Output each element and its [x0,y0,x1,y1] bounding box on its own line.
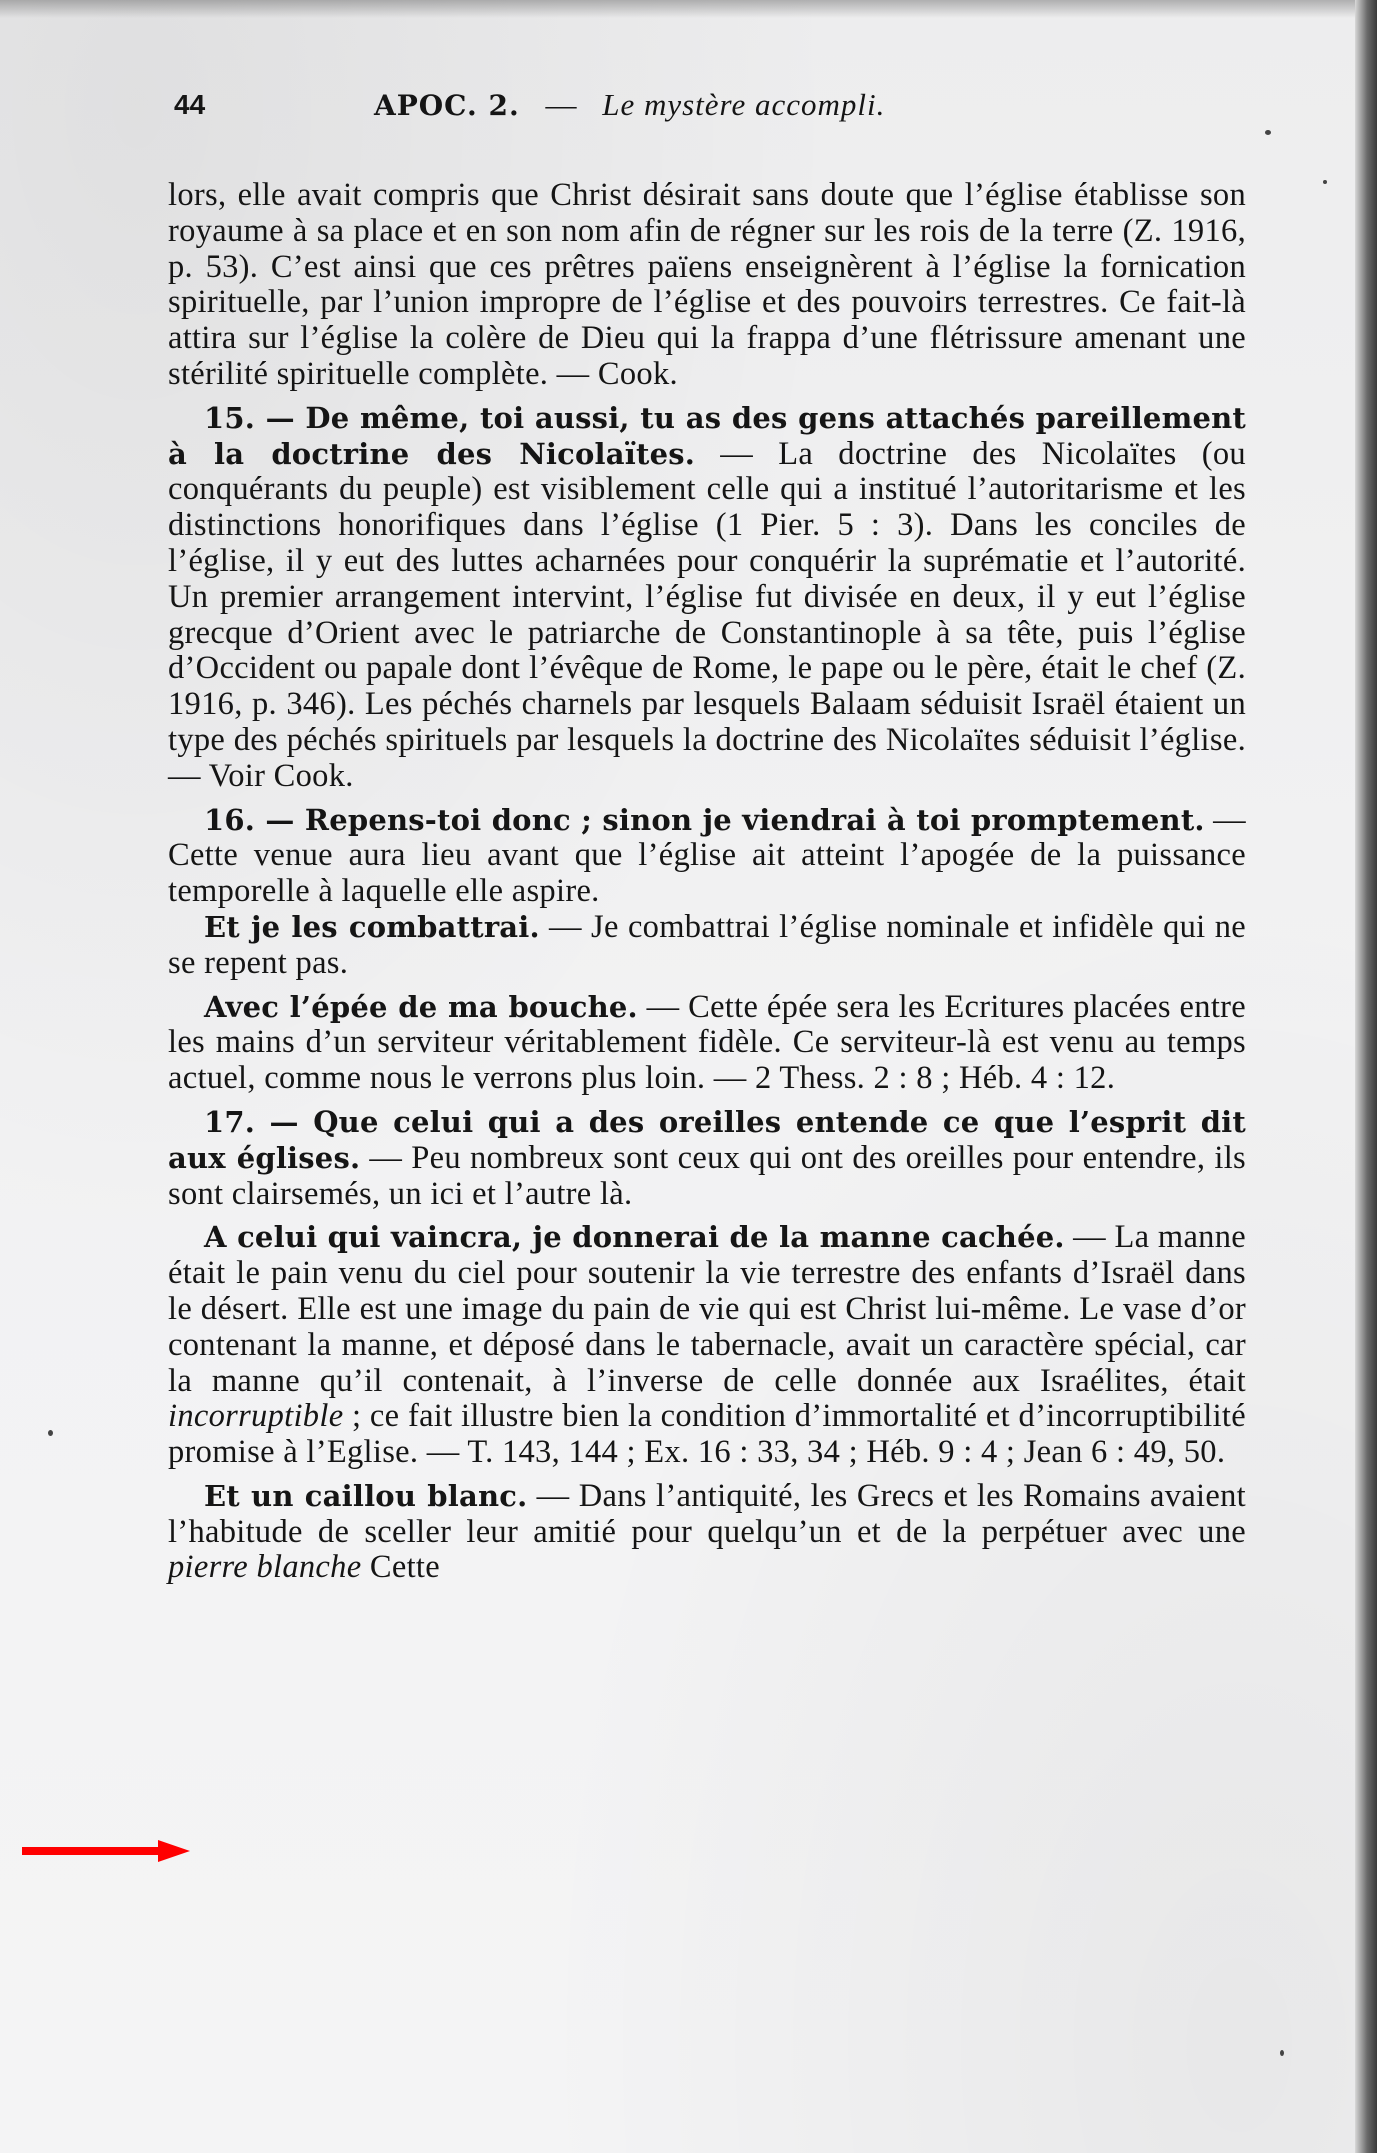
speck [1265,130,1271,135]
speck [1323,180,1327,184]
paragraph-text: — La doctrine des Nicolaïtes (ou conquérants du peuple) est visiblement celle qui a institué l’autoritarisme et les distinctions honorifiques dans l’église (1 Pier. 5 : 3). Dans les conciles de l’église, il y eut des luttes acharnées pour conquérir la suprématie et l’autorité. Un premier arrangement intervint, l’église fut divisée en deux, il y eut l’église grecque d’Orient avec le patriarche de Constantinople à sa tête, puis l’église d’Occident ou papale dont l’évêque de Rome, le pape ou le père, était le chef (Z. 1916, p. 346). Les péchés charnels par lesquels Balaam séduisit Israël étaient un type des péchés spirituels par lesquels la doctrine des Nicolaïtes séduisit l’église. — Voir Cook. [168,435,1246,794]
chapter-reference: APOC. 2. [374,89,520,122]
verse-lead: Et je les combattrai. [204,909,540,944]
paragraph-continuation [168,178,1246,393]
paragraph-verse-15 [168,401,1246,795]
verse-lead: A celui qui vaincra, je donnerai de la manne cachée. [204,1220,1065,1255]
paragraph-text: lors, elle avait compris que Christ désirait sans doute que l’église établisse son royaume à sa place et en son nom afin de régner sur les rois de la terre (Z. 1916, p. 53). C’est ainsi que ces prêtres païens enseignèrent à l’église la fornication spirituelle, par l’union impropre de l’église et des pouvoirs terrestres. Ce fait-là attira sur l’église la colère de Dieu qui la frappa d’une flétrissure amenant une stérilité spirituelle complète. — Cook. [168,177,1246,392]
paragraph-combattrai [168,910,1246,982]
paragraph-verse-17 [168,1105,1246,1212]
running-title [374,84,885,127]
paragraph-epee [168,990,1246,1097]
verse-lead: Avec l’épée de ma bouche. [204,989,638,1024]
body-text [168,178,1246,1586]
verse-lead: 16. — Repens-toi donc ; sinon je viendrai à toi promptement. [204,802,1205,837]
paragraph-text: — Je combattrai l’église nominale et infidèle qui ne se repent pas. [168,908,1246,981]
paragraph-text: — Peu nombreux sont ceux qui ont des oreilles pour entendre, ils sont clairsemés, un ici et l’autre là. [168,1139,1246,1212]
header-dash: — [545,87,577,122]
paragraph-text: — Cette épée sera les Ecritures placées entre les mains d’un serviteur véritablement fidèle. Ce serviteur-là est venu au temps actuel, comme nous le verrons plus loin. — 2 Thess. 2 : 8 ; Héb. 4 : 12. [168,988,1247,1097]
running-header [174,84,1254,126]
verse-lead: 15. — De même, toi aussi, tu as des gens attachés pareillement à la doctrine des Nicolaïtes. [168,400,1246,471]
verse-lead: 17. — Que celui qui a des oreilles entende ce que l’esprit dit aux églises. [168,1104,1246,1175]
section-title: Le mystère accompli. [602,87,886,122]
paragraph-caillou [168,1479,1246,1586]
page-right-edge [1355,0,1377,2153]
paragraph-text: — Cette venue aura lieu avant que l’église ait atteint l’apogée de la puissance temporelle à laquelle elle aspire. [168,801,1246,910]
italic-term: incorruptible [168,1398,344,1435]
verse-lead: Et un caillou blanc. [204,1478,528,1513]
paragraph-verse-16 [168,803,1246,910]
paragraph-manne [168,1220,1246,1471]
arrow-shaft [22,1847,162,1855]
page-number: 44 [174,89,206,120]
italic-term: pierre blanche [168,1549,362,1586]
page-top-shadow [0,0,1377,18]
paragraph-text: — Dans l’antiquité, les Grecs et les Romains avaient l’habitude de sceller leur amitié pour quelqu’un et de la perpétuer avec une [168,1477,1246,1550]
right-arrow-icon [22,1840,190,1862]
paragraph-text: ; ce fait illustre bien la condition d’immortalité et d’incorruptibilité promise à l’Eglise. — T. 143, 144 ; Ex. 16 : 33, 34 ; Héb. 9 : 4 ; Jean 6 : 49, 50. [168,1398,1246,1471]
speck [48,1430,53,1436]
speck [1280,2050,1284,2056]
paragraph-text: — La manne était le pain venu du ciel pour soutenir la vie terrestre des enfants d’Israël dans le désert. Elle est une image du pain de vie qui est Christ lui-même. Le vase d’or contenant la manne, et déposé dans le tabernacle, avait un caractère spécial, car la manne qu’il contenait, à l’inverse de celle donnée aux Israélites, était [168,1219,1246,1399]
arrow-head [158,1840,190,1862]
paragraph-text: Cette [361,1549,440,1586]
